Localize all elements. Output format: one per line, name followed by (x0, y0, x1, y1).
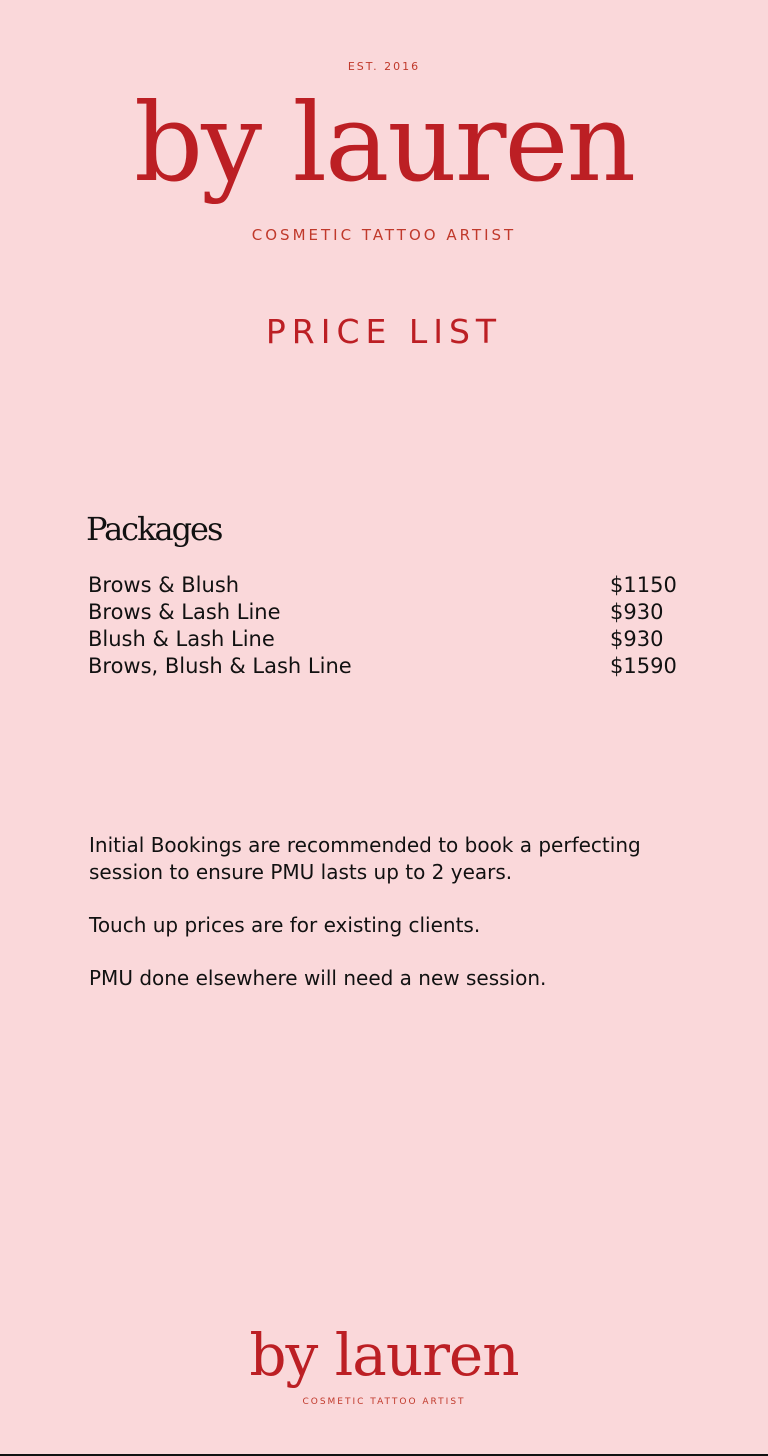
package-list (88, 572, 688, 680)
booking-notes (89, 832, 689, 1018)
package-price: $930 (610, 600, 664, 624)
package-price: $1590 (610, 654, 677, 678)
packages-heading: Packages (86, 510, 222, 548)
package-price: $1150 (610, 573, 677, 597)
note-pmu-elsewhere: PMU done elsewhere will need a new session. (89, 966, 547, 990)
package-row (88, 626, 688, 653)
footer-brand-logo: by lauren (249, 1321, 519, 1389)
package-price: $930 (610, 627, 664, 651)
footer-tagline: COSMETIC TATTOO ARTIST (302, 1397, 466, 1407)
note-perfecting-session: Initial Bookings are recommended to book a perfecting session to ensure PMU lasts up to 2 years. (89, 833, 641, 884)
package-name: Brows, Blush & Lash Line (88, 654, 352, 678)
note-touch-up: Touch up prices are for existing clients. (89, 913, 481, 937)
package-name: Brows & Lash Line (88, 600, 281, 624)
package-row (88, 599, 688, 626)
brand-tagline: COSMETIC TATTOO ARTIST (251, 226, 517, 244)
package-name: Brows & Blush (88, 573, 240, 597)
package-name: Blush & Lash Line (88, 627, 275, 651)
established-year: EST. 2016 (347, 60, 421, 73)
page-title: PRICE LIST (265, 312, 503, 351)
brand-logo: by lauren (133, 81, 635, 206)
package-row (88, 572, 688, 599)
package-row (88, 653, 688, 680)
